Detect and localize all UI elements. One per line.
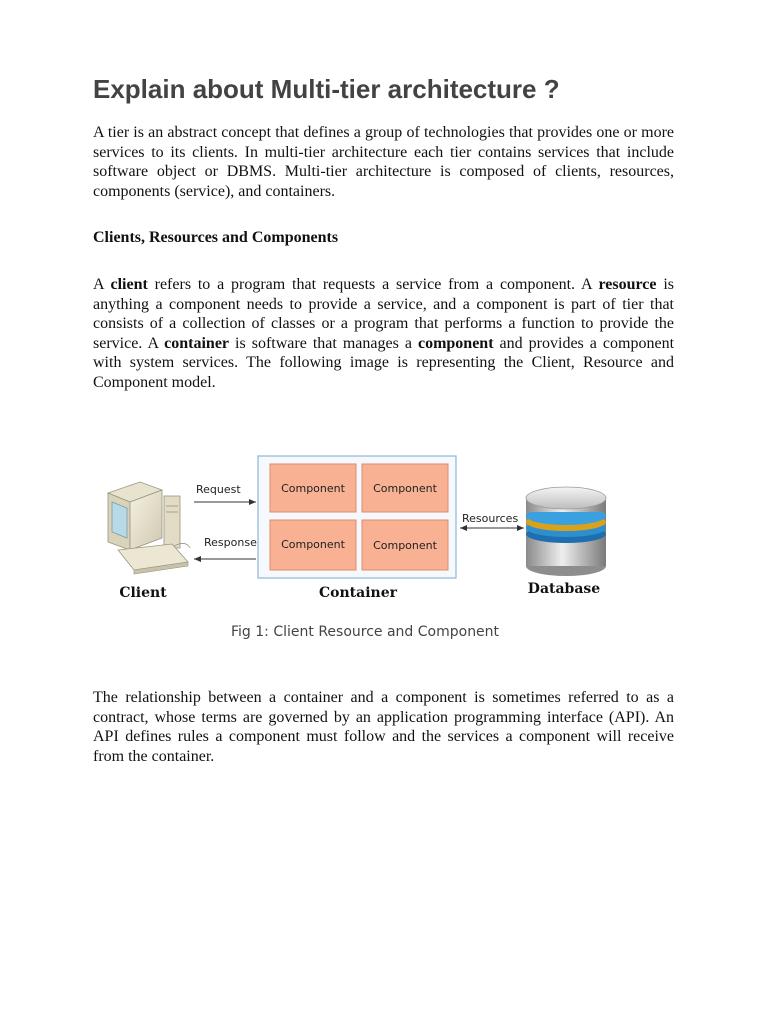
term-component: component [417, 334, 494, 352]
text-run: and provides a component with system services. The following image is representing the Client, Resource and Component model. [93, 334, 675, 391]
request-label: Request [196, 483, 241, 496]
definitions-paragraph [93, 275, 674, 393]
response-label: Response [204, 536, 257, 549]
component-label: Component [281, 538, 345, 551]
text-run: refers to a program that requests a service from a component. A [147, 276, 599, 293]
term-client: client [110, 276, 148, 293]
text-run: A [93, 276, 111, 293]
component-label: Component [373, 482, 437, 495]
text-run: is anything a component needs to provide a service, and a component is part of tier that consists of a collection of classes or a program that performs a function to provide the service. A [93, 276, 674, 352]
database-label: Database [527, 581, 601, 597]
figure-caption: Fig 1: Client Resource and Component [231, 624, 500, 640]
architecture-diagram [90, 450, 620, 610]
page-title: Explain about Multi-tier architecture ? [93, 74, 560, 104]
client-computer-icon [108, 482, 190, 574]
term-container: container [164, 334, 230, 352]
client-label: Client [119, 585, 167, 601]
resources-label: Resources [462, 512, 519, 525]
text-run: is software that manages a [229, 334, 418, 352]
intro-paragraph: A tier is an abstract concept that defines a group of technologies that provides one or more services to its clients. In multi-tier architecture each tier contains services that include software object or DBMS. Multi-tier architecture is composed of clients, resources, components (service), and containers. [93, 124, 674, 200]
closing-paragraph: The relationship between a container and a component is sometimes referred to as a contract, whose terms are governed by an application programming interface (API). An API defines rules a component must follow and the services a component will receive from the container. [93, 689, 674, 765]
container-label: Container [319, 585, 397, 601]
database-icon [526, 487, 606, 576]
term-resource: resource [598, 276, 657, 293]
section-heading: Clients, Resources and Components [93, 229, 339, 246]
component-label: Component [373, 539, 437, 552]
component-label: Component [281, 482, 345, 495]
